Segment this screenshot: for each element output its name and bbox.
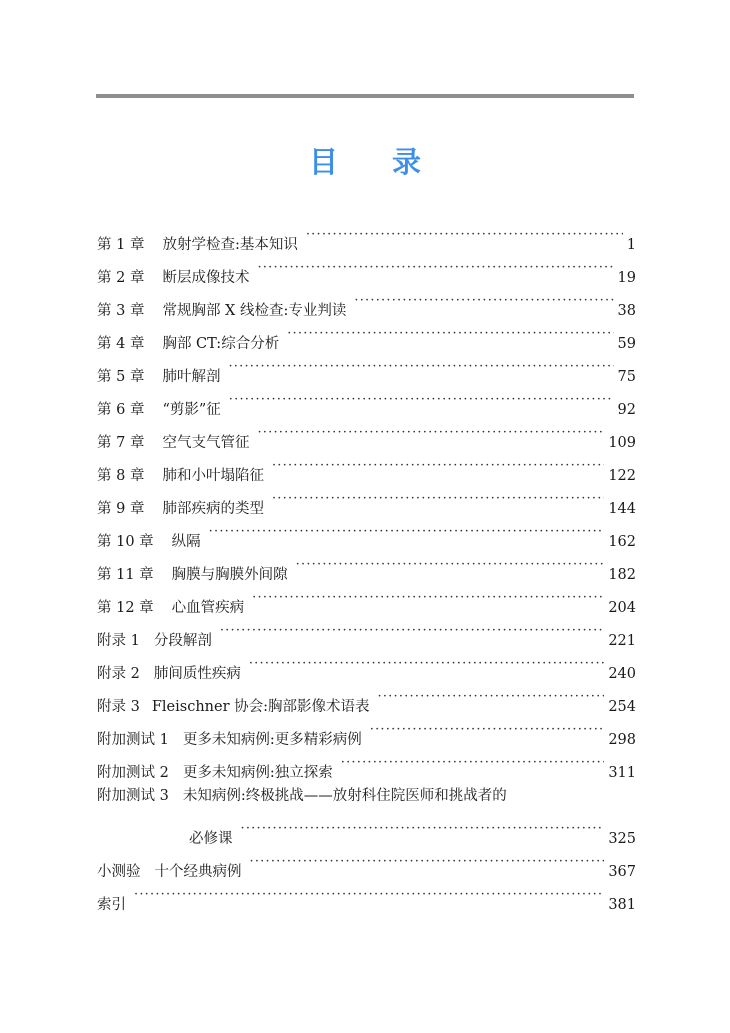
dot-leader <box>228 353 613 381</box>
toc-entry-page: 162 <box>608 534 636 550</box>
toc-entry-label: 第 1 章 <box>97 237 145 253</box>
toc-entry-title: 未知病例:终极挑战——放射科住院医师和挑战者的 <box>182 788 507 804</box>
toc-entry-page: 325 <box>608 831 636 847</box>
toc-entry-title-continuation: 必修课 <box>189 831 233 847</box>
header-rule <box>96 94 634 98</box>
toc-entry-label: 第 3 章 <box>97 303 145 319</box>
toc-entry-page: 204 <box>608 600 636 616</box>
toc-entry[interactable] <box>97 221 636 254</box>
toc-entry-title: “剪影”征 <box>162 402 221 418</box>
toc-entry-page: 144 <box>608 501 636 517</box>
dot-leader <box>287 320 613 348</box>
toc-entry-label: 第 7 章 <box>97 435 145 451</box>
toc-entry[interactable] <box>97 749 636 782</box>
dot-leader <box>252 584 604 612</box>
toc-entry[interactable] <box>97 782 636 815</box>
dot-leader <box>378 683 605 711</box>
toc-entry-title: 十个经典病例 <box>154 864 242 880</box>
dot-leader <box>209 518 605 546</box>
toc-entry-label: 附加测试 2 <box>97 765 169 781</box>
table-of-contents <box>97 221 636 914</box>
dot-leader <box>341 749 605 777</box>
toc-entry-page: 59 <box>617 336 636 352</box>
toc-entry-title: 纵隔 <box>171 534 201 550</box>
toc-entry-page: 182 <box>608 567 636 583</box>
toc-entry-label: 第 10 章 <box>97 534 154 550</box>
toc-entry-page: 311 <box>608 765 636 781</box>
toc-entry-title: Fleischner 协会:胸部影像术语表 <box>151 699 370 715</box>
toc-entry-label: 小测验 <box>97 864 141 880</box>
dot-leader <box>249 650 604 678</box>
toc-entry-page: 122 <box>608 468 636 484</box>
toc-entry-title: 断层成像技术 <box>162 270 250 286</box>
toc-entry-title: 肺和小叶塌陷征 <box>162 468 264 484</box>
toc-entry-page: 240 <box>608 666 636 682</box>
toc-entry-label: 附录 2 <box>97 666 140 682</box>
toc-entry-page: 1 <box>626 237 636 253</box>
toc-entry-label: 附加测试 3 <box>97 788 169 804</box>
toc-entry-page: 92 <box>617 402 636 418</box>
toc-entry-title: 更多未知病例:更多精彩病例 <box>182 732 362 748</box>
toc-entry-continuation[interactable] <box>97 815 636 848</box>
toc-entry-page: 38 <box>617 303 636 319</box>
dot-leader <box>257 419 604 447</box>
toc-entry-title: 肺叶解剖 <box>162 369 221 385</box>
toc-entry-title: 放射学检查:基本知识 <box>162 237 298 253</box>
toc-entry-label: 第 8 章 <box>97 468 145 484</box>
toc-entry[interactable] <box>97 881 636 914</box>
toc-entry-page: 75 <box>617 369 636 385</box>
toc-entry[interactable] <box>97 848 636 881</box>
dot-leader <box>306 221 623 249</box>
toc-entry-title: 分段解剖 <box>153 633 212 649</box>
toc-entry-title: 空气支气管征 <box>162 435 250 451</box>
toc-entry-label: 第 4 章 <box>97 336 145 352</box>
dot-leader <box>229 386 614 414</box>
toc-entry-label: 附录 1 <box>97 633 140 649</box>
dot-leader <box>257 254 613 282</box>
toc-entry-page: 221 <box>608 633 636 649</box>
toc-entry-label: 第 11 章 <box>97 567 154 583</box>
toc-entry-page: 298 <box>608 732 636 748</box>
dot-leader <box>241 815 605 843</box>
toc-entry-page: 19 <box>617 270 636 286</box>
toc-entry-label: 第 12 章 <box>97 600 154 616</box>
toc-entry-label: 附录 3 <box>97 699 140 715</box>
toc-entry-page: 367 <box>608 864 636 880</box>
dot-leader <box>134 881 604 909</box>
toc-entry-title: 胸部 CT:综合分析 <box>162 336 280 352</box>
toc-entry-title: 胸膜与胸膜外间隙 <box>171 567 288 583</box>
dot-leader <box>220 617 604 645</box>
toc-entry-label: 第 9 章 <box>97 501 145 517</box>
toc-entry-label: 第 2 章 <box>97 270 145 286</box>
dot-leader <box>370 716 605 744</box>
toc-entry-title: 更多未知病例:独立探索 <box>182 765 333 781</box>
dot-leader <box>250 848 605 876</box>
toc-entry-title: 肺间质性疾病 <box>153 666 241 682</box>
dot-leader <box>272 485 604 513</box>
toc-entry-label: 附加测试 1 <box>97 732 169 748</box>
toc-entry-title: 常规胸部 X 线检查:专业判读 <box>162 303 347 319</box>
dot-leader <box>354 287 613 315</box>
toc-entry-title: 肺部疾病的类型 <box>162 501 264 517</box>
dot-leader <box>272 452 604 480</box>
toc-entry-page: 254 <box>608 699 636 715</box>
toc-entry-label: 索引 <box>97 897 126 913</box>
toc-entry-page: 381 <box>608 897 636 913</box>
toc-entry-page: 109 <box>608 435 636 451</box>
toc-entry-title: 心血管疾病 <box>171 600 245 616</box>
page-title: 目 录 <box>308 145 444 179</box>
dot-leader <box>296 551 605 579</box>
toc-entry-label: 第 6 章 <box>97 402 145 418</box>
toc-entry-label: 第 5 章 <box>97 369 145 385</box>
